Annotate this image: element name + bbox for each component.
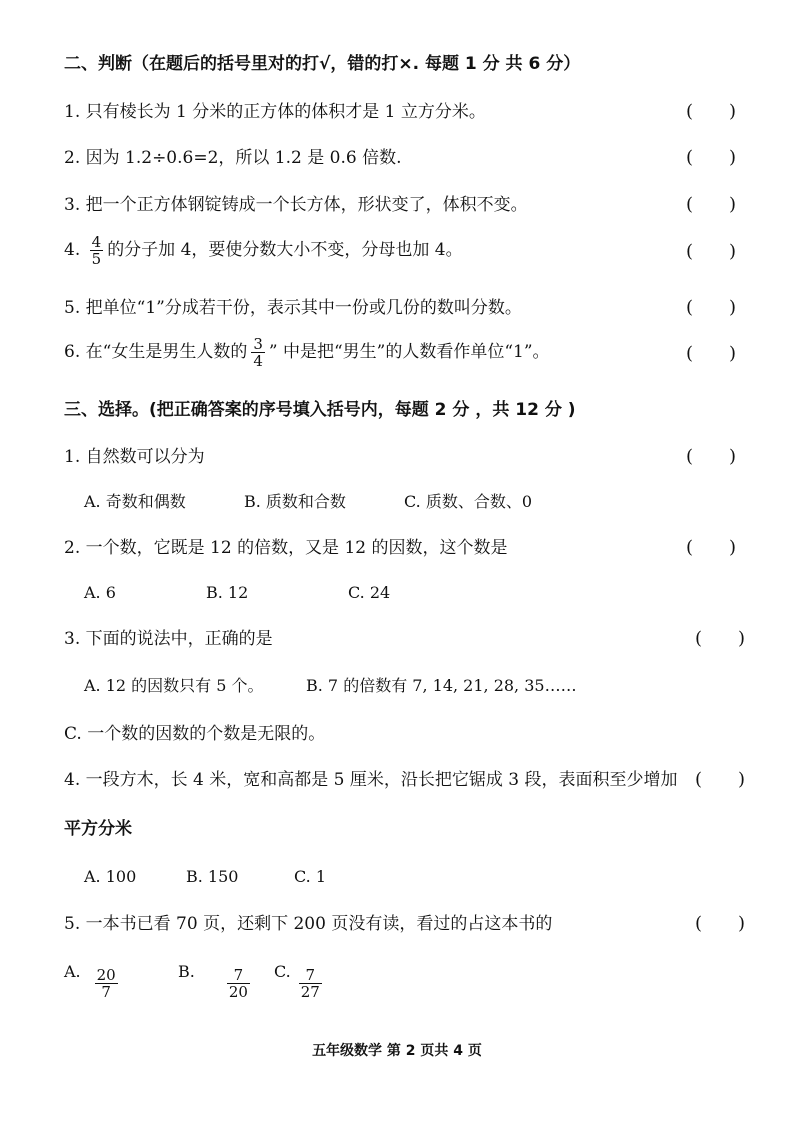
judge-item-2: 2. 因为 1.2÷0.6=2，所以 1.2 是 0.6 倍数.: [64, 148, 402, 168]
choice-bracket-3[interactable]: ( ): [695, 628, 746, 649]
judge-bracket-3[interactable]: ( ): [686, 194, 737, 215]
q1-option-b[interactable]: B. 质数和合数: [244, 492, 346, 511]
judge-item-4-prefix: 4.: [64, 240, 81, 260]
judge-item-6-prefix: 6. 在“女生是男生人数的: [64, 342, 248, 362]
q4-continuation: 平方分米: [64, 819, 132, 839]
q2-option-a[interactable]: A. 6: [84, 583, 116, 602]
judge-bracket-4[interactable]: ( ): [686, 241, 737, 262]
fraction-denominator: 7: [101, 983, 111, 1001]
q1-option-a[interactable]: A. 奇数和偶数: [84, 492, 186, 511]
choice-q5: 5. 一本书已看 70 页，还剩下 200 页没有读，看过的占这本书的: [64, 914, 553, 934]
fraction-denominator: 27: [300, 983, 320, 1001]
page-footer: 五年级数学 第 2 页共 4 页: [312, 1043, 482, 1059]
q5-option-a-fraction: [95, 967, 118, 1000]
q5-option-b[interactable]: [178, 944, 254, 1000]
fraction-numerator: 7: [299, 967, 322, 984]
judge-item-6-fraction: [251, 336, 265, 369]
judge-bracket-2[interactable]: ( ): [686, 147, 737, 168]
fraction-numerator: 20: [96, 966, 116, 984]
choice-q3: 3. 下面的说法中，正确的是: [64, 629, 273, 649]
q5-option-c[interactable]: [274, 944, 326, 1000]
fraction-numerator: 4: [91, 233, 102, 251]
q1-option-c[interactable]: C. 质数、合数、0: [404, 492, 533, 511]
judge-bracket-1[interactable]: ( ): [686, 101, 737, 122]
q3-option-b[interactable]: B. 7 的倍数有 7, 14, 21, 28, 35……: [306, 676, 577, 695]
q3-option-c[interactable]: C. 一个数的因数的个数是无限的。: [64, 724, 326, 744]
q3-option-a[interactable]: A. 12 的因数只有 5 个。: [84, 676, 264, 695]
choice-q1: 1. 自然数可以分为: [64, 447, 205, 467]
judge-item-4-suffix: 的分子加 4，要使分数大小不变，分母也加 4。: [107, 240, 463, 260]
q4-option-c[interactable]: C. 1: [294, 867, 327, 886]
option-label: A.: [64, 962, 81, 981]
section2-title: 二、判断（在题后的括号里对的打√，错的打×. 每题 1 分 共 6 分）: [64, 54, 581, 74]
choice-q2: 2. 一个数，它既是 12 的倍数，又是 12 的因数，这个数是: [64, 538, 508, 558]
judge-bracket-5[interactable]: ( ): [686, 297, 737, 318]
choice-bracket-5[interactable]: ( ): [695, 913, 746, 934]
fraction-numerator: 7: [227, 967, 250, 984]
judge-item-6: [64, 334, 550, 370]
q5-option-b-fraction: [227, 967, 250, 1000]
choice-q4: 4. 一段方木，长 4 米，宽和高都是 5 厘米，沿长把它锯成 3 段，表面积至少增加: [64, 770, 678, 790]
judge-bracket-6[interactable]: ( ): [686, 343, 737, 364]
option-label: B.: [178, 962, 195, 981]
judge-item-5: 5. 把单位“1”分成若干份，表示其中一份或几份的数叫分数。: [64, 298, 522, 318]
fraction-denominator: 5: [91, 250, 102, 268]
judge-item-1: 1. 只有棱长为 1 分米的正方体的体积才是 1 立方分米。: [64, 102, 486, 122]
fraction-numerator: 3: [253, 335, 263, 353]
q5-option-c-fraction: [299, 967, 322, 1000]
q2-option-c[interactable]: C. 24: [348, 583, 391, 602]
fraction-denominator: 20: [228, 983, 248, 1001]
choice-bracket-4[interactable]: ( ): [695, 769, 746, 790]
section3-title: 三、选择。(把正确答案的序号填入括号内，每题 2 分 ，共 12 分 ): [64, 400, 576, 420]
choice-bracket-2[interactable]: ( ): [686, 537, 737, 558]
fraction-denominator: 4: [253, 352, 263, 370]
q4-option-a[interactable]: A. 100: [84, 867, 137, 886]
judge-item-4-fraction: [90, 234, 104, 267]
judge-item-6-suffix: ” 中是把“男生”的人数看作单位“1”。: [268, 342, 550, 362]
judge-item-3: 3. 把一个正方体钢锭铸成一个长方体，形状变了，体积不变。: [64, 195, 528, 215]
q4-option-b[interactable]: B. 150: [186, 867, 239, 886]
q2-option-b[interactable]: B. 12: [206, 583, 249, 602]
choice-bracket-1[interactable]: ( ): [686, 446, 737, 467]
judge-item-4: [64, 232, 463, 268]
q5-option-a[interactable]: [64, 944, 122, 1000]
option-label: C.: [274, 962, 291, 981]
